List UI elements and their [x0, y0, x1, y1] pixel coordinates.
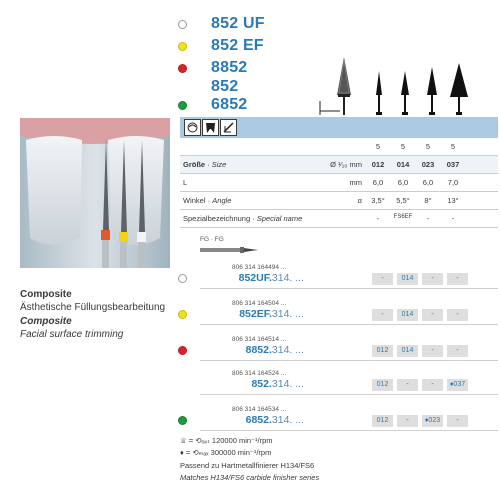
- product-name: 852EF.314. ...: [239, 308, 304, 320]
- product-name: 6852.314. ...: [245, 414, 304, 426]
- tooth-icon: [202, 119, 219, 136]
- special-value: -: [426, 214, 430, 223]
- series-label: 6852: [211, 96, 248, 113]
- row-divider: [200, 430, 498, 431]
- product-cell: 014: [397, 309, 418, 321]
- product-cell: -: [447, 415, 468, 427]
- spec-pack-row: [180, 138, 498, 156]
- special-value: FS6EF: [393, 214, 413, 220]
- series-label: 852: [211, 78, 239, 95]
- size-value: 023: [421, 160, 435, 169]
- product-dot: [178, 310, 187, 319]
- length-value: 6,0: [397, 178, 409, 187]
- product-cell: -: [422, 345, 443, 357]
- angle-value: 5,5°: [396, 196, 410, 205]
- product-ref: 806 314 164494 ...: [232, 264, 287, 271]
- series-dot: [178, 64, 187, 73]
- product-cell: -: [447, 309, 468, 321]
- length-value: 7,0: [447, 178, 459, 187]
- row-divider: [200, 324, 498, 325]
- shank-image: [200, 244, 260, 256]
- product-name: 8852.314. ...: [245, 344, 304, 356]
- angle-unit: α: [357, 196, 362, 205]
- caption-sub-de: Ästhetische Füllungsbearbeitung: [20, 302, 166, 313]
- product-name: 852.314. ...: [251, 378, 304, 390]
- spec-header-bar: [180, 117, 498, 138]
- caption-sub-en: Facial surface trimming: [20, 329, 124, 340]
- product-ref: 806 314 164504 ...: [232, 300, 287, 307]
- product-cell: 012: [372, 379, 393, 391]
- series-8852: [178, 59, 247, 77]
- product-cell: -: [372, 309, 393, 321]
- series-dot: [178, 20, 187, 29]
- series-label: 852 EF: [211, 37, 264, 54]
- product-cell: -: [397, 415, 418, 427]
- bur-size-014: [401, 71, 409, 115]
- series-label: 8852: [211, 59, 248, 76]
- product-ref: 806 314 164514 ...: [232, 336, 287, 343]
- product-cell: -: [447, 273, 468, 285]
- compat-note-en: Matches H134/FS6 carbide finisher series: [180, 473, 320, 482]
- special-value: -: [451, 214, 455, 223]
- series-dot: [178, 101, 187, 110]
- product-ref: 806 314 164534 ...: [232, 406, 287, 413]
- size-value: 014: [396, 160, 410, 169]
- tooth-right-image: [108, 136, 164, 245]
- size-unit: Ø ¹⁄₁₀ mm: [330, 160, 362, 169]
- product-ref: 806 314 164524 ...: [232, 370, 287, 377]
- special-label: Spezialbezeichnung · Special name: [183, 214, 303, 223]
- length-unit: mm: [349, 178, 362, 187]
- spec-angle-row: [180, 192, 498, 210]
- row-divider: [200, 288, 498, 289]
- pack-value: 5: [400, 142, 406, 151]
- product-cell: 012: [372, 345, 393, 357]
- row-divider: [200, 394, 498, 395]
- product-cell: ♦023: [422, 415, 443, 427]
- bur-size-023: [427, 67, 437, 115]
- finishing-icon: [220, 119, 237, 136]
- angle-value: 8°: [424, 196, 432, 205]
- series-852uf: [178, 15, 265, 33]
- spec-special-row: [180, 210, 498, 228]
- length-label: L: [183, 178, 188, 187]
- series-dot: [178, 42, 187, 51]
- tooth-left-image: [26, 136, 82, 245]
- product-cell: 014: [397, 345, 418, 357]
- size-label: Größe · Size: [183, 160, 227, 169]
- pack-value: 5: [375, 142, 381, 151]
- product-cell: -: [397, 379, 418, 391]
- product-cell: -: [372, 273, 393, 285]
- spec-size-row: [180, 156, 498, 174]
- caption-title-en: Composite: [20, 316, 72, 327]
- product-cell: -: [447, 345, 468, 357]
- product-dot: [178, 274, 187, 283]
- pack-value: 5: [425, 142, 431, 151]
- length-value: 6,0: [372, 178, 384, 187]
- spec-length-row: [180, 174, 498, 192]
- bur-size-012: [376, 71, 382, 115]
- product-photo: [20, 118, 170, 268]
- angle-value: 3,5°: [371, 196, 385, 205]
- product-dot: [178, 346, 187, 355]
- series-852ef: [178, 37, 264, 55]
- product-cell: 012: [372, 415, 393, 427]
- product-cell: ♦037: [447, 379, 468, 391]
- bur-silhouettes: [300, 55, 500, 117]
- series-852: [178, 78, 238, 96]
- composite-icon: [184, 119, 201, 136]
- size-value: 012: [371, 160, 385, 169]
- speed-max: ♦ = ⟲ₘₐₓ 300000 min⁻¹/rpm: [180, 448, 272, 457]
- shank-label: FG · FG: [200, 236, 224, 243]
- special-value: -: [376, 214, 380, 223]
- caption-title-de: Composite: [20, 289, 72, 300]
- product-cell: -: [422, 273, 443, 285]
- bur-detail-image: [320, 57, 351, 115]
- bur-size-037: [450, 63, 468, 115]
- product-cell: -: [422, 309, 443, 321]
- angle-label: Winkel · Angle: [183, 196, 232, 205]
- product-dot: [178, 416, 187, 425]
- product-cell: 014: [397, 273, 418, 285]
- series-label: 852 UF: [211, 15, 265, 32]
- pack-value: 5: [450, 142, 456, 151]
- size-value: 037: [446, 160, 460, 169]
- compat-note-de: Passend zu Hartmetallfinierer H134/FS6: [180, 461, 315, 470]
- length-value: 6,0: [422, 178, 434, 187]
- row-divider: [200, 360, 498, 361]
- speed-optimal: ♕ = ⟲ₒₚₜ 120000 min⁻¹/rpm: [180, 436, 273, 445]
- angle-value: 13°: [447, 196, 459, 205]
- product-cell: -: [422, 379, 443, 391]
- series-6852: [178, 96, 247, 114]
- product-name: 852UF.314. ...: [238, 272, 304, 284]
